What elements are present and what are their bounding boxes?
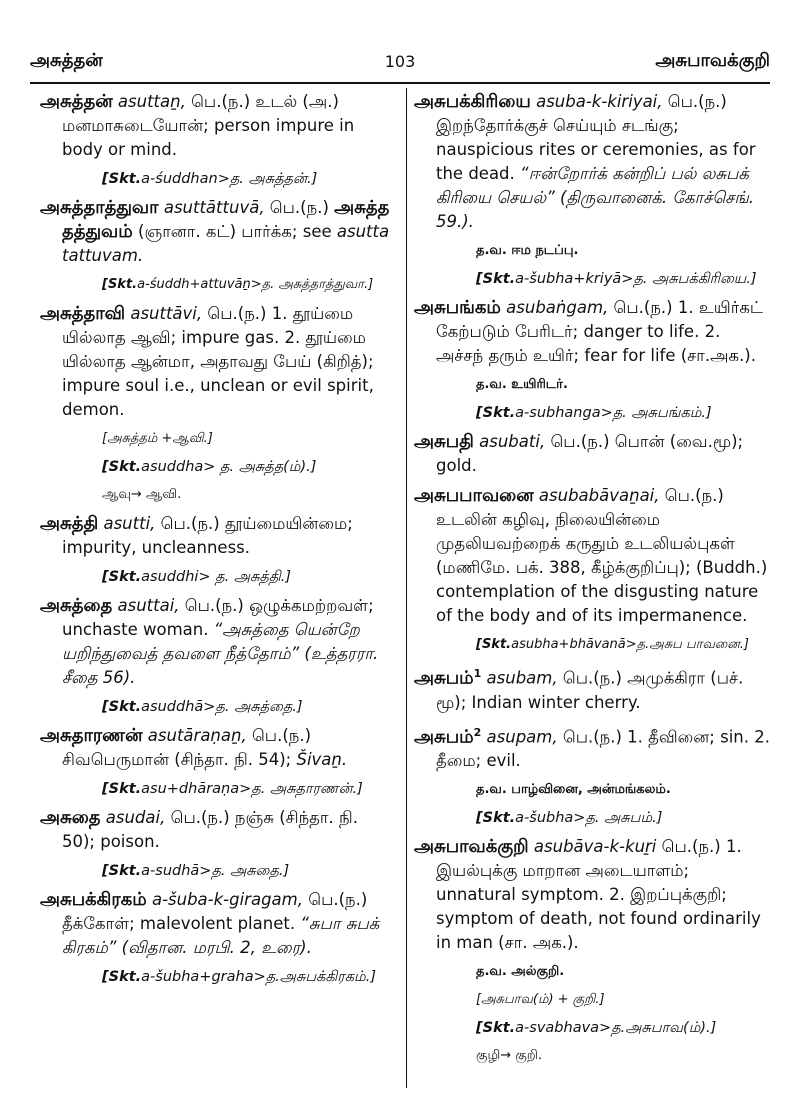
etymology: [Skt.a-śuddhan>த. அசுத்தன்.]: [102, 171, 318, 187]
entry-asudai: [40, 806, 392, 854]
right-column: [414, 90, 772, 1073]
headword: அசுபம்: [414, 667, 474, 689]
headword: அசுபக்கிரகம்: [40, 889, 147, 910]
entry-asubakkiragam: [40, 888, 392, 960]
headword: அசுபதி: [414, 431, 474, 452]
etymology: [Skt.a-šubha+graha>த.அசுபக்கிரகம்.]: [102, 969, 376, 985]
entry-asubavakkuri: [414, 835, 772, 955]
headword: அசுத்தை: [40, 595, 113, 616]
homonym-number: 2: [473, 725, 482, 739]
definition: பெ.(ந.) 1. தூய்மை யில்லாத ஆவி; impure gas. 2. தூய்மை யில்லாத ஆன்மா, அதாவது பேய் (கிறித்); impure soul i.e., unclean or evil spirit, demon.: [62, 304, 374, 419]
entry-asuttan: [40, 90, 392, 162]
transliteration: asubāva-k-kuṟi: [533, 837, 657, 856]
tamil-equivalent: த.வ. உயிரிடர்.: [476, 377, 568, 392]
entry-asutaranan: [40, 724, 392, 772]
tamil-equivalent: த.வ. ஈம நடப்பு.: [476, 243, 579, 258]
transliteration: asutti,: [103, 514, 156, 533]
headword: அசுபங்கம்: [414, 297, 501, 318]
transliteration: asubam,: [486, 668, 558, 688]
header-rule: [30, 82, 770, 84]
page-number: 103: [384, 52, 416, 71]
etymology: [Skt.a-subhanga>த. அசுபங்கம்.]: [476, 405, 712, 421]
definition: பெ.(ந.) 1. தீவினை; sin. 2. தீமை; evil.: [436, 727, 770, 770]
tamil-equivalent: த.வ. பாழ்வினை, அன்மங்கலம்.: [476, 782, 671, 797]
english-gloss: Šivaṉ.: [296, 750, 348, 769]
definition: பெ.(ந.) 1. உயிர்கட் கேற்படும் பேரிடர்; danger to life. 2. அச்சந் தரும் உயிர்; fear for life (சா.அக.).: [436, 298, 764, 365]
headword: அசுதை: [40, 807, 101, 828]
entry-asubam-2: [414, 721, 772, 774]
etymology: [Skt.asuddhi> த. அசுத்தி.]: [102, 569, 291, 585]
definition: பெ.(ந.) பொன் (வை.மூ); gold.: [436, 432, 744, 475]
entry-asubangam: [414, 296, 772, 368]
homonym-number: 1: [473, 667, 482, 680]
definition: பெ.(ந.) அமுக்கிரா (பச். மூ); Indian winter cherry.: [436, 668, 744, 712]
derivation-note: [அசுபாவ(ம்) + குறி.]: [476, 992, 605, 1007]
definition: பெ.(ந.) தீக்கோள்; malevolent planet.: [62, 890, 368, 933]
entry-asutti: [40, 512, 392, 560]
definition: பெ.(ந.) இறந்தோர்க்குச் செய்யும் சடங்கு; nauspicious rites or ceremonies, as for the dead.: [436, 92, 756, 183]
transliteration: asuttai,: [117, 596, 180, 615]
etymology: [Skt.a-śuddh+attuvāṉ>த. அசுத்தாத்துவா.]: [102, 277, 374, 292]
definition: பெ.(ந.) உடலின் கழிவு, நிலையின்மை முதலியவற்றைக் கருதும் உடலியல்புகள் (மணிமே. பக். 388, கீழ்க்குறிப்பு); (Buddh.) contemplation of the disgusting nature of the body and of its impermanence.: [436, 486, 768, 625]
definition: பெ.(ந.) தூய்மையின்மை; impurity, uncleanness.: [62, 514, 353, 557]
headword: அசுதாரணன்: [40, 725, 143, 746]
transliteration: asuttāttuvā,: [163, 198, 265, 217]
entry-asubam-1: [414, 662, 772, 715]
header-right-guideword: அசுபாவக்குறி: [655, 50, 770, 71]
tamil-equivalent: த.வ. அல்குறி.: [476, 964, 565, 979]
transliteration: asupam,: [486, 727, 558, 746]
headword: அசுபக்கிரியை: [414, 91, 531, 112]
transliteration: asudai,: [105, 808, 166, 827]
etymology: [Skt.a-šubha>த. அசுபம்.]: [476, 810, 663, 826]
transliteration: a-šuba-k-giragam,: [151, 890, 303, 909]
definition: பெ.(ந.) 1. இயல்புக்கு மாறான அடையாளம்; unnatural symptom. 2. இறப்புக்குறி; symptom of death, not found ordinarily in man (சா. அக.).: [436, 837, 761, 952]
headword: அசுத்தாவி: [40, 303, 126, 324]
etymology: [Skt.asuddha> த. அசுத்த(ம்).]: [102, 459, 317, 475]
cross-ref-headword: அசுத்த தத்துவம்: [62, 197, 390, 242]
entry-asubati: [414, 430, 772, 478]
entry-asubakkiriyai: [414, 90, 772, 234]
definition: பெ.(ந.) சிவபெருமான் (சிந்தா. நி. 54);: [62, 726, 312, 769]
entry-asuttai: [40, 594, 392, 690]
transliteration: asubaṅgam,: [506, 298, 609, 317]
citation-quote: “ஈன்றோர்க் கன்றிப் பல் லசுபக் கிரியை செயல்” (திருவானைக். கோச்செங். 59.).: [436, 164, 755, 231]
etymology: [Skt.a-svabhava>த.அசுபாவ(ம்).]: [476, 1020, 717, 1036]
citation-quote: “அசுத்தை யென்றே யறிந்துவைத் தவளை நீத்தோம்” (உத்தரரா. சீதை 56).: [62, 620, 379, 687]
left-column: [40, 90, 392, 994]
etymology: [Skt.asuddhā>த. அசுத்தை.]: [102, 699, 303, 715]
headword: அசுத்தாத்துவா: [40, 197, 159, 218]
column-divider: [406, 88, 407, 1088]
etymology: [Skt.a-sudhā>த. அசுதை.]: [102, 863, 290, 879]
cross-ref-transliteration: asutta tattuvam.: [62, 222, 390, 265]
transliteration: asuba-k-kiriyai,: [536, 92, 663, 111]
entry-asuttattuva: அசுத்தாத்துவா asuttāttuvā, பெ.(ந.) அசுத்த தத்துவம் (ஞானா. கட்) பார்க்க; see asutta tattuvam.: [40, 197, 390, 265]
etymology: [Skt.asubha+bhāvanā>த.அசுப பாவனை.]: [476, 637, 750, 652]
etymology: [Skt.asu+dhāraṇa>த. அசுதாரணன்.]: [102, 781, 363, 797]
headword: அசுத்தன்: [40, 91, 113, 112]
page-header: [30, 50, 770, 78]
definition: பெ.(ந.) ஒழுக்கமற்றவள்; unchaste woman.: [62, 596, 374, 639]
transliteration: asuttāvi,: [130, 304, 203, 323]
entry-asubabavanai: [414, 484, 772, 628]
derivation-note: ஆவு→ ஆவி.: [102, 487, 182, 502]
definition: பெ.(ந.) உடல் (அ.) மனமாசுடையோன்; person impure in body or mind.: [62, 92, 355, 159]
header-left-guideword: அசுத்தன்: [30, 50, 103, 71]
headword: அசுபாவக்குறி: [414, 836, 529, 857]
transliteration: asuttaṉ,: [117, 92, 186, 111]
entry-asuttavi: [40, 302, 392, 422]
citation-quote: “சுபா சுபக் கிரகம்” (விதான. மரபி. 2, உரை).: [62, 914, 380, 957]
transliteration: asubabāvaṉai,: [538, 486, 660, 505]
derivation-note: [அசுத்தம் +ஆவி.]: [102, 431, 213, 446]
etymology: [Skt.a-šubha+kriyā>த. அசுபக்கிரியை.]: [476, 271, 757, 287]
definition: பெ.(ந.) நஞ்சு (சிந்தா. நி. 50); poison.: [62, 808, 358, 851]
headword: அசுத்தி: [40, 513, 99, 534]
headword: அசுபபாவனை: [414, 485, 534, 506]
headword: அசுபம்: [414, 726, 474, 747]
transliteration: asubati,: [479, 432, 546, 451]
transliteration: asutāraṇaṉ,: [147, 726, 247, 745]
derivation-note: குழி→ குறி.: [476, 1048, 543, 1063]
